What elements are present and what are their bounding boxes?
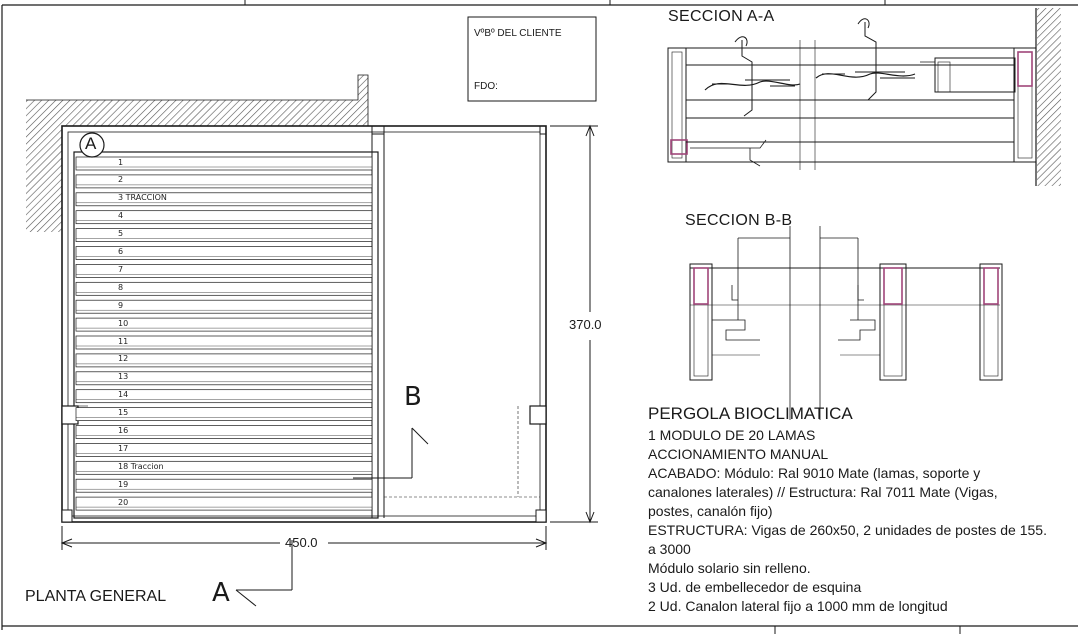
section-bb-title: SECCION B-B bbox=[685, 212, 793, 229]
section-aa-drawing bbox=[668, 8, 1036, 186]
lama-label: 10 bbox=[118, 318, 129, 328]
section-mark-a: A bbox=[212, 578, 230, 608]
circle-marker-a-label: A bbox=[85, 134, 97, 153]
spec-line: canalones laterales) // Estructura: Ral 7011 Mate (Vigas, bbox=[648, 484, 998, 500]
section-aa-wall-hatch bbox=[1037, 8, 1061, 186]
client-approval-label: VºBº DEL CLIENTE bbox=[474, 28, 562, 39]
spec-line: a 3000 bbox=[648, 541, 691, 557]
lama-label: 18 Traccion bbox=[118, 461, 164, 471]
signature-label: FDO: bbox=[474, 81, 498, 92]
lama-label: 14 bbox=[118, 390, 129, 400]
spec-line: 3 Ud. de embellecedor de esquina bbox=[648, 579, 862, 595]
lama-label: 13 bbox=[118, 372, 129, 382]
section-bb-drawing bbox=[690, 226, 1002, 420]
lama-label: 9 bbox=[118, 300, 124, 310]
section-aa-title: SECCION A-A bbox=[668, 8, 775, 25]
lama-label: 16 bbox=[118, 426, 129, 435]
lama-label: 3 TRACCION bbox=[118, 193, 167, 203]
spec-notes bbox=[648, 426, 1078, 616]
lama-label: 19 bbox=[118, 479, 129, 489]
lama-label: 5 bbox=[118, 229, 124, 239]
lama-label: 1 bbox=[118, 157, 124, 167]
lama-label: 17 bbox=[118, 443, 129, 453]
spec-line: Módulo solario sin relleno. bbox=[648, 560, 811, 576]
lama-label: 4 bbox=[118, 211, 124, 221]
plan-title: PLANTA GENERAL bbox=[25, 588, 167, 605]
lama-label: 15 bbox=[118, 408, 129, 418]
spec-line: postes, canalón fijo) bbox=[648, 503, 773, 519]
spec-line: ACABADO: Módulo: Ral 9010 Mate (lamas, soporte y bbox=[648, 465, 981, 481]
spec-line: 2 Ud. Canalon lateral fijo a 1000 mm de longitud bbox=[648, 598, 948, 614]
lama-label: 20 bbox=[118, 497, 129, 507]
lama-label: 7 bbox=[118, 264, 124, 274]
spec-line: 1 MODULO DE 20 LAMAS bbox=[648, 427, 816, 443]
dimension-width-label: 450.0 bbox=[285, 535, 318, 550]
section-line-a bbox=[236, 540, 292, 606]
spec-line: ESTRUCTURA: Vigas de 260x50, 2 unidades de postes de 155. bbox=[648, 522, 1047, 538]
lama-label: 12 bbox=[118, 354, 129, 364]
section-mark-b: B bbox=[404, 382, 422, 412]
lama-label: 2 bbox=[118, 175, 124, 185]
spec-title: PERGOLA BIOCLIMATICA bbox=[648, 404, 853, 423]
lama-label: 11 bbox=[118, 336, 129, 346]
dimension-height-label: 370.0 bbox=[569, 317, 602, 332]
lama-label: 8 bbox=[118, 282, 124, 292]
spec-line: ACCIONAMIENTO MANUAL bbox=[648, 446, 829, 462]
lama-label: 6 bbox=[118, 247, 124, 256]
